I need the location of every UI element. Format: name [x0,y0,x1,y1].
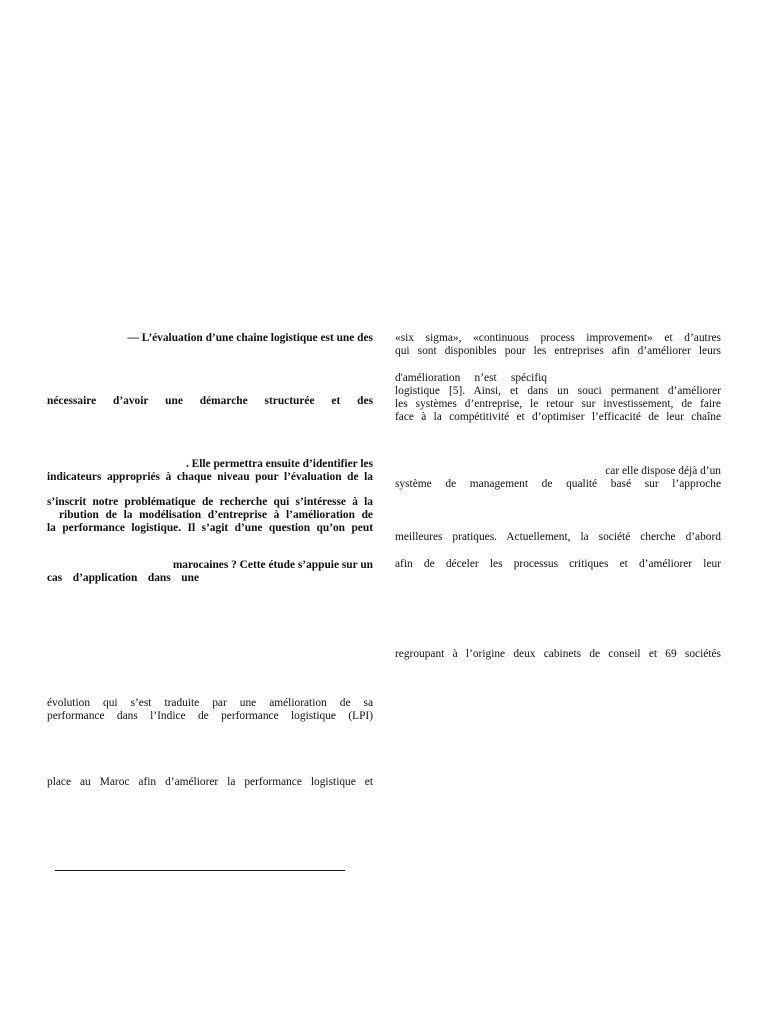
left-paragraph [47,496,373,535]
right-paragraph [395,332,721,358]
left-text-line: s’inscrit notre problématique de recherche qui s’intéresse à la [47,496,373,508]
right-text-line: système de management de qualité basé sur l’approche [395,478,721,490]
left-text-line: évolution qui s’est traduite par une amélioration de sa [47,697,373,709]
right-text-line: logistique [5]. Ainsi, et dans un souci permanent d’améliorer [395,385,721,397]
left-text-line: la performance logistique. Il s’agit d’une question qu’on peut [47,522,373,534]
left-paragraph [47,776,373,789]
right-paragraph [395,372,721,424]
right-text-line: car elle dispose déjà d’un [605,465,721,477]
right-paragraph [395,531,721,544]
left-paragraph [47,559,373,585]
left-text-line: cas d’application dans une [47,572,199,584]
left-text-line: nécessaire d’avoir une démarche structurée et des [47,395,373,407]
left-text-line: performance dans l’Indice de performance logistique (LPI) [47,710,373,722]
right-text-line: face à la compétitivité et d’optimiser l’efficacité de leur chaîne [395,411,721,423]
left-text-line: ribution de la modélisation d’entreprise à l’amélioration de [59,509,373,521]
left-text-line: place au Maroc afin d’améliorer la performance logistique et [47,776,373,788]
right-text-line: meilleures pratiques. Actuellement, la société cherche d’abord [395,531,721,543]
left-text-line: . Elle permettra ensuite d’identifier les [185,458,373,470]
right-paragraph [395,648,721,661]
left-text-line: — L’évaluation d’une chaine logistique est une des [127,332,373,344]
right-text-line: qui sont disponibles pour les entreprises afin d’améliorer leurs [395,345,721,357]
left-text-line: marocaines ? Cette étude s’appuie sur un [172,559,373,571]
right-text-line: les systèmes d’entreprise, le retour sur investissement, de faire [395,398,721,410]
right-text-line: regroupant à l’origine deux cabinets de conseil et 69 sociétés [395,648,721,660]
right-paragraph [395,558,721,571]
right-text-line: d'amélioration n’est spécifiq [395,372,547,384]
left-paragraph [47,458,373,484]
right-text-line: afin de déceler les processus critiques et d’améliorer leur [395,558,721,570]
left-paragraph [47,332,373,345]
left-paragraph [47,697,373,723]
footnote-separator [55,870,345,871]
left-text-line: indicateurs appropriés à chaque niveau pour l’évaluation de la [47,471,373,483]
left-paragraph [47,395,373,408]
right-text-line: «six sigma», «continuous process improvement» et d’autres [395,332,721,344]
right-paragraph [395,465,721,491]
